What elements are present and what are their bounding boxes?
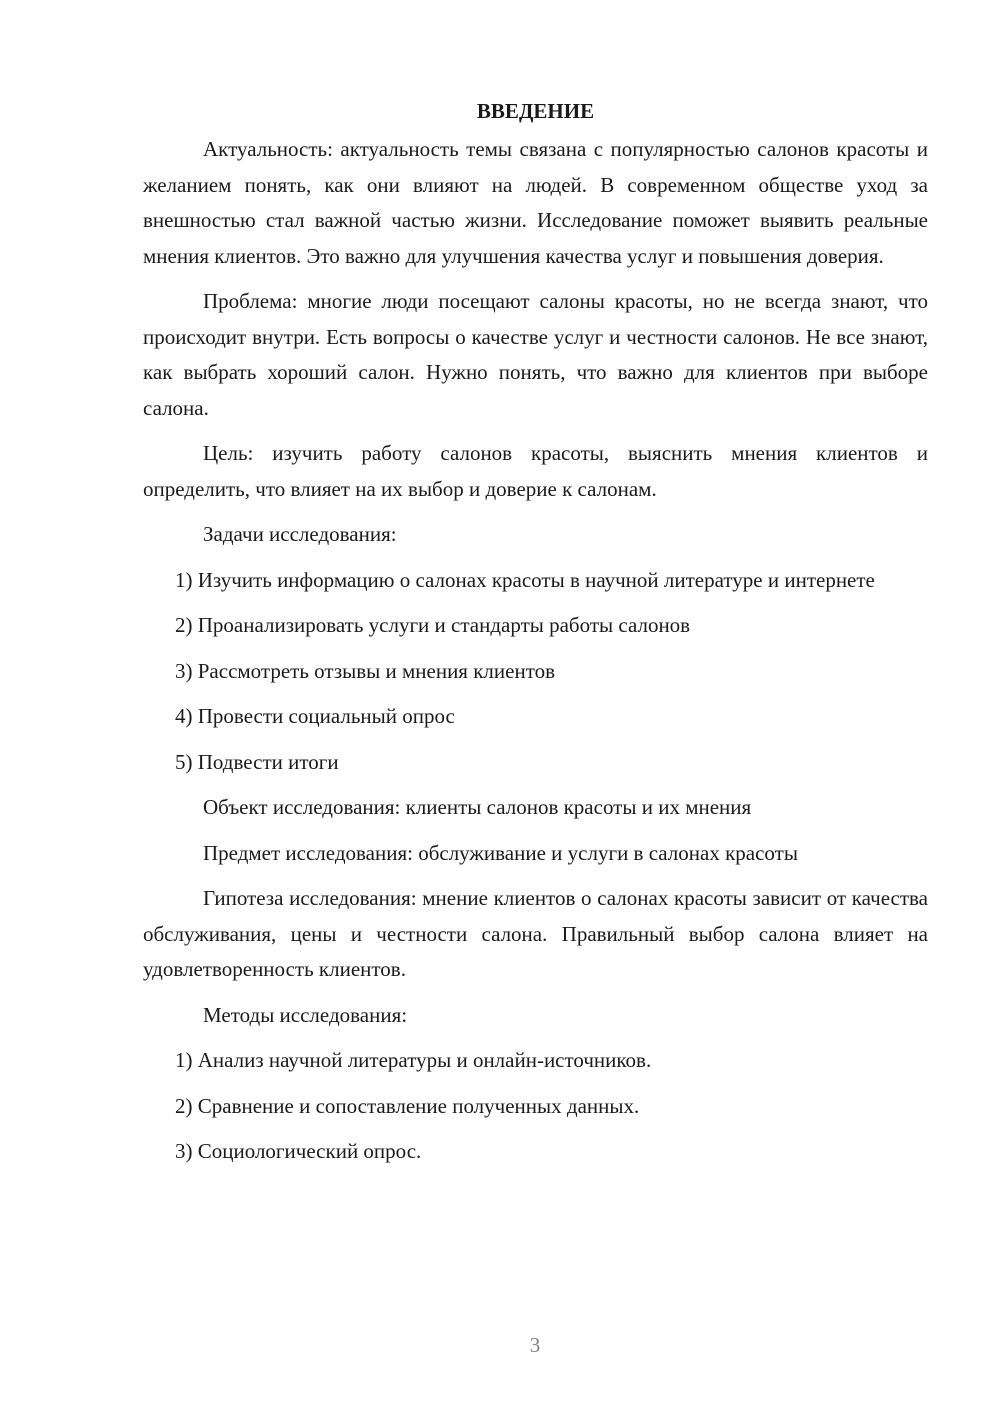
methods-heading: Методы исследования:	[203, 1002, 408, 1027]
method-item: 3) Социологический опрос.	[175, 1139, 422, 1163]
task-item: 5) Подвести итоги	[175, 749, 339, 774]
relevance-paragraph: Актуальность: актуальность темы связана с популярностью салонов красоты и желанием понять, как они влияют на людей. В современном обществе уход за внешностью стал важной частью жизни. Исследование поможет выявить реальные мнения клиентов. Это важно для улучшения качества услуг и повышения доверия.	[143, 137, 928, 268]
method-item: 2) Сравнение и сопоставление полученных данных.	[175, 1093, 640, 1118]
problem-paragraph: Проблема: многие люди посещают салоны красоты, но не всегда знают, что происходит внутри. Есть вопросы о качестве услуг и честности салонов. Не все знают, как выбрать хороший салон. Нужно понять, что важно для клиентов при выборе салона.	[143, 289, 928, 420]
section-title: ВВЕДЕНИЕ	[476, 99, 595, 123]
subject-paragraph: Предмет исследования: обслуживание и услуги в салонах красоты	[203, 840, 798, 865]
task-item: 3) Рассмотреть отзывы и мнения клиентов	[175, 658, 556, 683]
document-page	[143, 96, 928, 1180]
page-number: 3	[529, 1333, 541, 1357]
goal-paragraph: Цель: изучить работу салонов красоты, выяснить мнения клиентов и определить, что влияет на их выбор и доверие к салонам.	[143, 441, 928, 501]
task-item: 1) Изучить информацию о салонах красоты в научной литературе и интернете	[175, 567, 875, 592]
object-paragraph: Объект исследования: клиенты салонов красоты и их мнения	[203, 795, 752, 819]
method-item: 1) Анализ научной литературы и онлайн-источников.	[175, 1048, 652, 1072]
hypothesis-paragraph: Гипотеза исследования: мнение клиентов о салонах красоты зависит от качества обслуживания, цены и честности салона. Правильный выбор салона влияет на удовлетворенность клиентов.	[143, 886, 928, 981]
task-item: 2) Проанализировать услуги и стандарты работы салонов	[175, 613, 691, 637]
task-item: 4) Провести социальный опрос	[175, 704, 455, 728]
tasks-heading: Задачи исследования:	[203, 522, 397, 546]
